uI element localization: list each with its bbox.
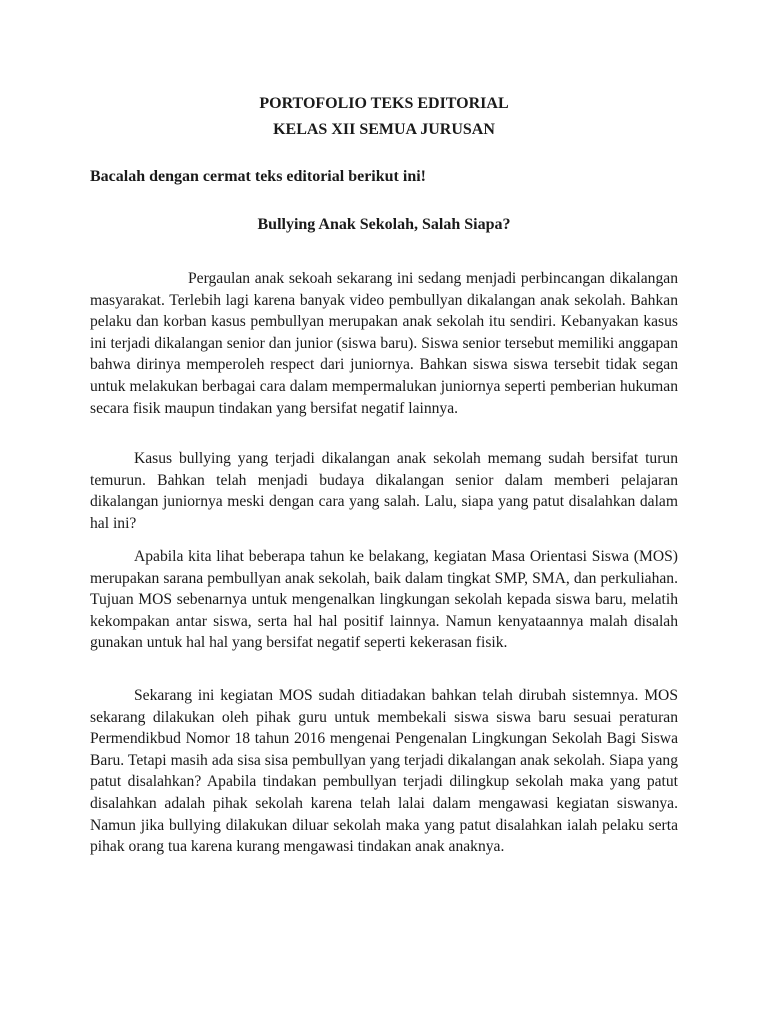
paragraph-2: Kasus bullying yang terjadi dikalangan anak sekolah memang sudah bersifat turun temurun. Bahkan telah menjadi budaya dikalangan senior dalam memberi pelajaran dikalangan juniornya meski dengan cara yang salah. Lalu, siapa yang patut disalahkan dalam hal ini? xyxy=(90,450,678,532)
paragraph-3: Apabila kita lihat beberapa tahun ke belakang, kegiatan Masa Orientasi Siswa (MOS) merupakan sarana pembullyan anak sekolah, baik dalam tingkat SMP, SMA, dan perkuliahan. Tujuan MOS sebenarnya untuk mengenalkan lingkungan sekolah kepada siswa baru, melatih kekompakan antar siswa, serta hal hal positif lainnya. Namun kenyataannya malah disalah gunakan untuk hal hal yang bersifat negatif seperti kekerasan fisik. xyxy=(90,548,678,652)
article-title: Bullying Anak Sekolah, Salah Siapa? xyxy=(257,216,511,233)
instruction-text: Bacalah dengan cermat teks editorial berikut ini! xyxy=(90,168,426,185)
paragraph-1: Pergaulan anak sekoah sekarang ini sedang menjadi perbincangan dikalangan masyarakat. Terlebih lagi karena banyak video pembullyan dikalangan anak sekolah. Bahkan pelaku dan korban kasus pembullyan merupakan anak sekolah itu sendiri. Kebanyakan kasus ini terjadi dikalangan senior dan junior (siswa baru). Siswa senior tersebut memiliki anggapan bahwa dirinya memperoleh respect dari juniornya. Bahkan siswa siswa tersebit tidak segan untuk melakukan berbagai cara dalam mempermalukan juniornya seperti pemberian hukuman secara fisik maupun tindakan yang bersifat negatif lainnya. xyxy=(90,270,678,417)
document-title: PORTOFOLIO TEKS EDITORIAL xyxy=(259,95,509,112)
paragraph-4: Sekarang ini kegiatan MOS sudah ditiadakan bahkan telah dirubah sistemnya. MOS sekarang dilakukan oleh pihak guru untuk membekali siswa siswa baru sesuai peraturan Permendikbud Nomor 18 tahun 2016 mengenai Pengenalan Lingkungan Sekolah Bagi Siswa Baru. Tetapi masih ada sisa sisa pembullyan yang terjadi dikalangan anak sekolah. Siapa yang patut disalahkan? Apabila tindakan pembullyan terjadi dilingkup sekolah maka yang patut disalahkan adalah pihak sekolah karena telah lalai dalam mengawasi kegiatan siswanya. Namun jika bullying dilakukan diluar sekolah maka yang patut disalahkan ialah pelaku serta pihak orang tua karena kurang mengawasi tindakan anak anaknya. xyxy=(90,687,678,856)
document-subtitle: KELAS XII SEMUA JURUSAN xyxy=(273,121,495,138)
